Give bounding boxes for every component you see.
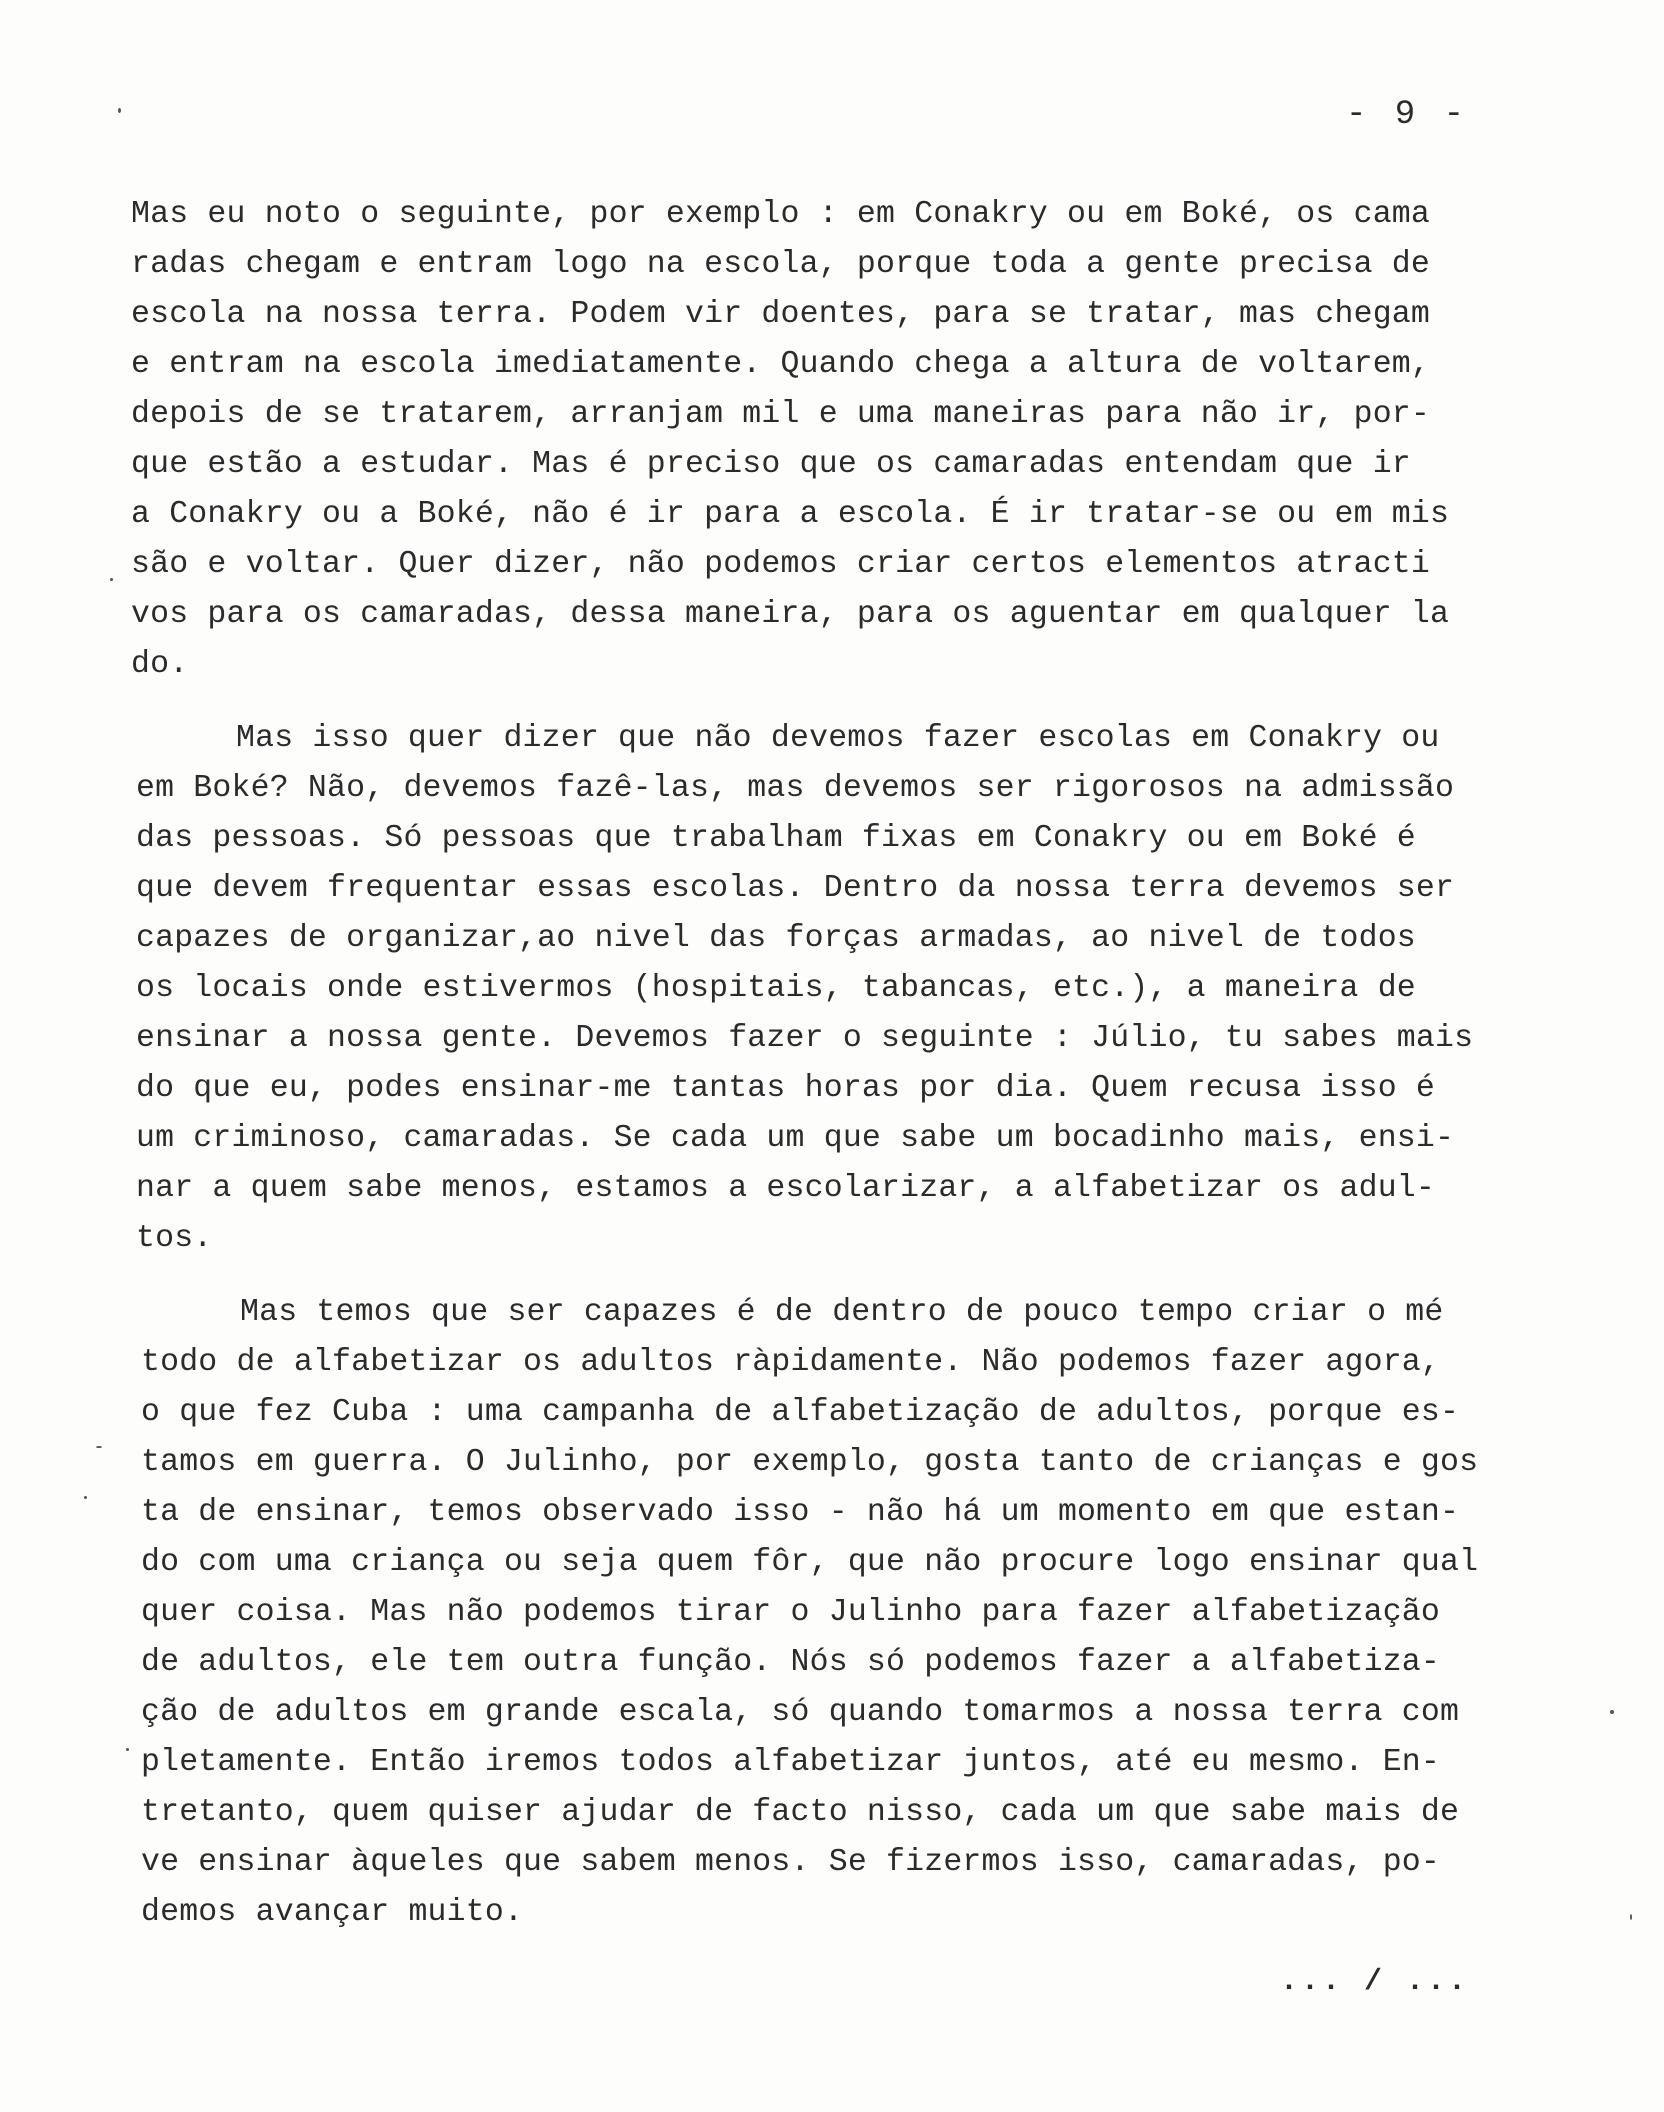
page-number: - 9 - <box>1345 96 1468 134</box>
text-line: são e voltar. Quer dizer, não podemos criar certos elementos atracti <box>131 547 1431 582</box>
scan-speck <box>1610 1710 1614 1714</box>
text-line: quer coisa. Mas não podemos tirar o Julinho para fazer alfabetização <box>141 1595 1441 1630</box>
text-line: depois de se tratarem, arranjam mil e uma maneiras para não ir, por- <box>131 397 1431 432</box>
scan-speck <box>118 108 121 113</box>
text-line: das pessoas. Só pessoas que trabalham fixas em Conakry ou em Boké é <box>136 821 1416 856</box>
text-line: Mas isso quer dizer que não devemos fazer escolas em Conakry ou <box>236 721 1440 756</box>
scan-speck <box>84 1496 87 1499</box>
text-line: vos para os camaradas, dessa maneira, para os aguentar em qualquer la <box>131 597 1450 632</box>
text-line: ve ensinar àqueles que sabem menos. Se fizermos isso, camaradas, po- <box>141 1845 1441 1880</box>
continuation-mark: ... / ... <box>1279 1965 1469 1999</box>
text-line: tamos em guerra. O Julinho, por exemplo, gosta tanto de crianças e gos <box>141 1445 1479 1480</box>
scan-speck <box>96 1446 102 1448</box>
text-line: capazes de organizar,ao nivel das forças armadas, ao nivel de todos <box>136 921 1416 956</box>
text-line: do que eu, podes ensinar-me tantas horas por dia. Quem recusa isso é <box>136 1071 1436 1106</box>
text-line: a Conakry ou a Boké, não é ir para a escola. É ir tratar-se ou em mis <box>131 497 1450 532</box>
text-line: o que fez Cuba : uma campanha de alfabetização de adultos, porque es- <box>141 1395 1460 1430</box>
text-line: todo de alfabetizar os adultos ràpidamente. Não podemos fazer agora, <box>141 1345 1441 1380</box>
scan-speck <box>1630 1914 1632 1920</box>
text-line: tos. <box>136 1221 213 1256</box>
text-line: demos avançar muito. <box>141 1895 524 1930</box>
text-line: Mas temos que ser capazes é de dentro de pouco tempo criar o mé <box>240 1295 1444 1330</box>
text-line: do. <box>131 647 189 682</box>
text-line: que estão a estudar. Mas é preciso que os camaradas entendam que ir <box>131 447 1411 482</box>
text-line: em Boké? Não, devemos fazê-las, mas devemos ser rigorosos na admissão <box>136 771 1455 806</box>
scan-speck <box>126 1748 129 1751</box>
text-line: nar a quem sabe menos, estamos a escolarizar, a alfabetizar os adul- <box>136 1171 1436 1206</box>
text-line: tretanto, quem quiser ajudar de facto nisso, cada um que sabe mais de <box>141 1795 1460 1830</box>
text-line: pletamente. Então iremos todos alfabetizar juntos, até eu mesmo. En- <box>141 1745 1441 1780</box>
text-line: os locais onde estivermos (hospitais, tabancas, etc.), a maneira de <box>136 971 1416 1006</box>
text-line: escola na nossa terra. Podem vir doentes, para se tratar, mas chegam <box>131 297 1431 332</box>
text-line: ensinar a nossa gente. Devemos fazer o seguinte : Júlio, tu sabes mais <box>136 1021 1474 1056</box>
text-line: e entram na escola imediatamente. Quando chega a altura de voltarem, <box>131 347 1431 382</box>
text-line: que devem frequentar essas escolas. Dentro da nossa terra devemos ser <box>136 871 1455 906</box>
scan-speck <box>110 578 113 581</box>
text-line: ção de adultos em grande escala, só quando tomarmos a nossa terra com <box>141 1695 1460 1730</box>
text-line: de adultos, ele tem outra função. Nós só podemos fazer a alfabetiza- <box>141 1645 1441 1680</box>
text-line: ta de ensinar, temos observado isso - não há um momento em que estan- <box>141 1495 1460 1530</box>
text-line: um criminoso, camaradas. Se cada um que sabe um bocadinho mais, ensi- <box>136 1121 1455 1156</box>
text-line: do com uma criança ou seja quem fôr, que não procure logo ensinar qual <box>141 1545 1479 1580</box>
text-line: Mas eu noto o seguinte, por exemplo : em Conakry ou em Boké, os cama <box>131 197 1431 232</box>
text-line: radas chegam e entram logo na escola, porque toda a gente precisa de <box>131 247 1431 282</box>
